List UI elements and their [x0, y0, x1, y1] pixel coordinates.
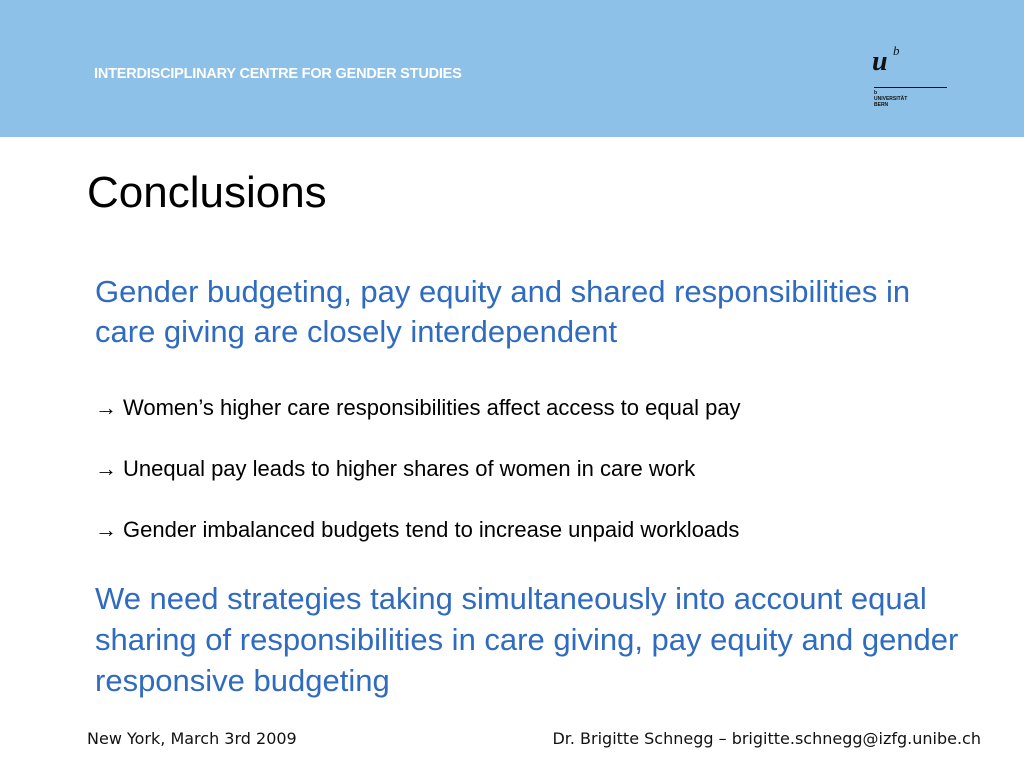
logo-u-letter: u: [872, 46, 888, 77]
bullet-text: Women’s higher care responsibilities affect access to equal pay: [123, 395, 741, 420]
bullet-text: Gender imbalanced budgets tend to increase unpaid workloads: [123, 517, 740, 542]
university-bern-logo: [872, 44, 952, 114]
logo-line-1: b: [874, 90, 878, 96]
institute-name: INTERDISCIPLINARY CENTRE FOR GENDER STUDIES: [94, 66, 462, 82]
footer-author: Dr. Brigitte Schnegg – brigitte.schnegg@izfg.unibe.ch: [552, 729, 981, 748]
bullet-item: [95, 516, 739, 544]
logo-line-3: BERN: [874, 102, 889, 108]
logo-b-superscript: b: [893, 43, 900, 58]
bullet-item: [95, 455, 695, 483]
bullet-item: [95, 394, 741, 422]
footer-date: New York, March 3rd 2009: [87, 729, 297, 748]
header-band: [0, 0, 1024, 137]
logo-rule: [874, 87, 947, 88]
bullet-text: Unequal pay leads to higher shares of women in care work: [123, 456, 696, 481]
conclusion-statement: We need strategies taking simultaneously into account equal sharing of responsibilities in care giving, pay equity and gender responsive budgeting: [95, 581, 959, 698]
right-arrow-icon: →: [95, 395, 117, 420]
right-arrow-icon: →: [95, 456, 117, 481]
logo-line-2: UNIVERSITÄT: [874, 96, 908, 102]
right-arrow-icon: →: [95, 517, 117, 542]
slide-title: Conclusions: [87, 168, 327, 217]
lead-statement: Gender budgeting, pay equity and shared responsibilities in care giving are closely interdependent: [95, 274, 911, 349]
